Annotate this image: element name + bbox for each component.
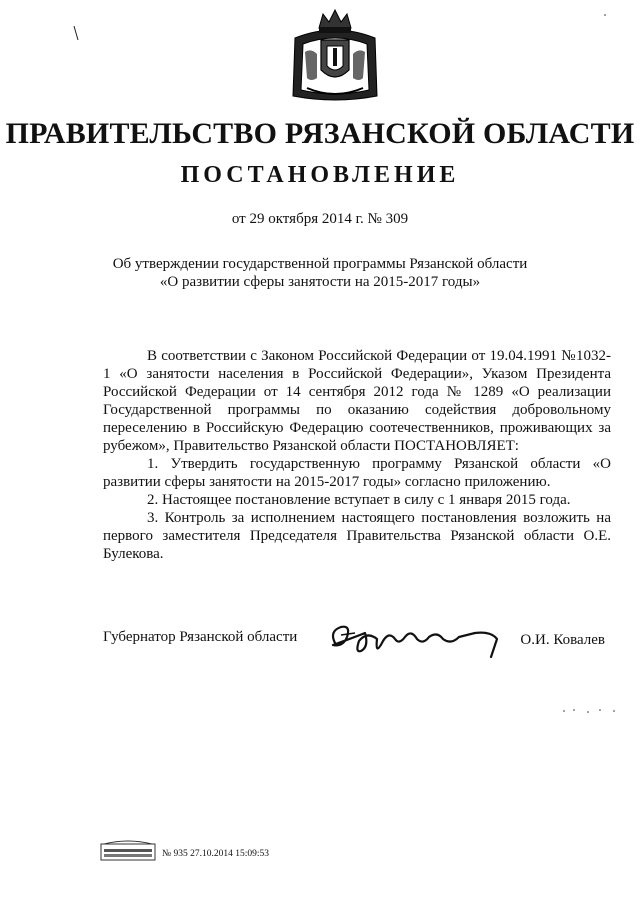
- government-title: ПРАВИТЕЛЬСТВО РЯЗАНСКОЙ ОБЛАСТИ: [5, 117, 635, 150]
- coat-of-arms-emblem: [289, 8, 381, 104]
- registration-footer: [100, 840, 360, 864]
- resolution-item-2: 2. Настоящее постановление вступает в силу с 1 января 2015 года.: [147, 492, 571, 508]
- document-body: [103, 347, 611, 563]
- subject-line-2: «О развитии сферы занятости на 2015-2017 годы»: [159, 274, 481, 290]
- subject-line-1: Об утверждении государственной программы Рязанской области: [112, 256, 528, 272]
- document-date-number: от 29 октября 2014 г. № 309: [231, 211, 409, 227]
- preamble-paragraph: В соответствии с Законом Российской Федерации от 19.04.1991 №1032-1 «О занятости населения в Российской Федерации», Указом Президента Российской Федерации от 14 сентября 2012 года № 1289 «О реализации Государственной программы по оказанию содействия добровольному переселению в Российскую Федерацию соотечественников, проживающих за рубежом», Правительство Рязанской области ПОСТАНОВЛЯЕТ:: [103, 348, 611, 454]
- scan-dots: [560, 706, 620, 716]
- registration-number: № 935 27.10.2014 15:09:53: [162, 849, 269, 859]
- signatory-position: Губернатор Рязанской области: [103, 629, 298, 645]
- signatory-name: О.И. Ковалев: [520, 632, 605, 648]
- scan-dot: [600, 10, 610, 20]
- resolution-item-3: 3. Контроль за исполнением настоящего постановления возложить на первого заместителя Председателя Правительства Рязанской области О.Е. Булекова.: [103, 510, 611, 562]
- registration-stamp: [100, 840, 156, 862]
- scan-mark: [72, 24, 80, 42]
- signature-block: [103, 629, 611, 659]
- document-subject: [0, 255, 640, 291]
- document-type: ПОСТАНОВЛЕНИЕ: [180, 162, 460, 188]
- resolution-item-1: 1. Утвердить государственную программу Рязанской области «О развитии сферы занятости на 2015-2017 годы» согласно приложению.: [103, 456, 611, 490]
- handwritten-signature: [325, 617, 503, 661]
